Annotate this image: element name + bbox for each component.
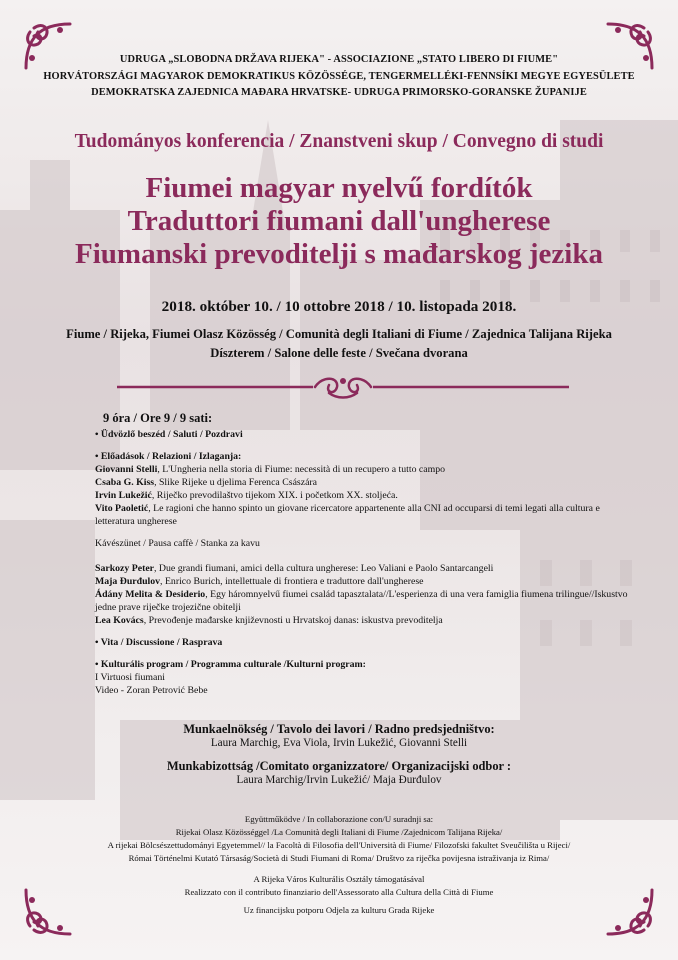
talk-title: , Slike Rijeke u djelima Ferenca Császára	[154, 477, 318, 488]
talk-item	[95, 575, 635, 588]
ornamental-divider-icon	[117, 373, 569, 401]
organizer-line: DEMOKRATSKA ZAJEDNICA MAĐARA HRVATSKE- UDRUGA PRIMORSKO-GORANSKE ŽUPANIJE	[91, 87, 587, 98]
start-time: 9 óra / Ore 9 / 9 sati:	[103, 411, 213, 425]
collaboration-partner: Rijekai Olasz Közösséggel /La Comunità degli Italiani di Fiume /Zajednicom Talijana Rijeka/	[175, 827, 503, 837]
event-title	[0, 172, 678, 271]
discussion-item: • Vita / Discussione / Rasprava	[95, 637, 223, 648]
coffee-break: Kávészünet / Pausa caffè / Stanka za kavu	[95, 538, 260, 549]
funding-line: A Rijeka Város Kulturális Osztály támogatásával	[253, 874, 425, 884]
talks-session-2	[95, 562, 635, 627]
footer	[0, 813, 678, 917]
venue-line: Fiume / Rijeka, Fiumei Olasz Közösség / Comunità degli Italiani di Fiume / Zajednica Talijana Rijeka	[66, 327, 612, 341]
collaboration-partner: A rijekai Bölcsészettudományi Egyetemmel// la Facoltà di Filosofia dell'Università di Fiume/ Filozofski fakultet Sveučilišta u Rijeci/	[107, 840, 571, 850]
talk-title: , Le ragioni che hanno spinto un giovane ricercatore appartenente alla CNI ad occuparsi di temi legati alla cultura e letteratura ungherese	[95, 503, 600, 527]
funding-line: Realizzato con il contributo finanziario dell'Assessorato alla Cultura della Città di Fiume	[184, 887, 494, 897]
speaker-name: Irvin Lukežić	[95, 490, 152, 501]
talk-item	[95, 614, 635, 627]
cultural-program-heading: • Kulturális program / Programma culturale /Kulturni program:	[95, 659, 366, 670]
speaker-name: Maja Đurđulov	[95, 576, 161, 587]
committee-names: Laura Marchig/Irvin Lukežić/ Maja Đurđulov	[236, 774, 442, 786]
talk-title: , Prevođenje mađarske književnosti u Hrvatskoj danas: iskustva prevoditelja	[143, 615, 443, 626]
cultural-item: I Virtuosi fiumani	[95, 672, 165, 683]
event-date: 2018. október 10. / 10 ottobre 2018 / 10. listopada 2018.	[161, 298, 517, 315]
talk-title: , Riječko prevodilaštvo tijekom XIX. i početkom XX. stoljeća.	[151, 490, 398, 501]
title-croatian: Fiumanski prevoditelji s mađarskog jezika	[75, 238, 603, 270]
organizer-line: UDRUGA „SLOBODNA DRŽAVA RIJEKA" - ASSOCIAZIONE „STATO LIBERO DI FIUME"	[119, 54, 559, 65]
presidency-names: Laura Marchig, Eva Viola, Irvin Lukežić, Giovanni Stelli	[210, 737, 468, 749]
cultural-item: Video - Zoran Petrović Bebe	[95, 685, 208, 696]
talk-item	[95, 588, 635, 614]
talk-item	[95, 489, 635, 502]
talk-item	[95, 562, 635, 575]
talk-title: , Egy háromnyelvű fiumei család tapasztalata//L'esperienza di una vera famiglia fiumena trilingue//Iskustvo jedne prave riječke trojezične obitelji	[95, 589, 628, 613]
talk-item	[95, 476, 635, 489]
collaboration-partner: Római Történelmi Kutató Társaság/Società di Studi Fiumani di Roma/ Društvo za riječka povijesna istraživanja iz Rima/	[128, 853, 550, 863]
talk-title: , Enrico Burich, intellettuale di frontiera e traduttore dall'ungherese	[160, 576, 424, 587]
talks-heading: • Előadások / Relazioni / Izlaganja:	[95, 451, 242, 462]
talk-title: , L'Ungheria nella storia di Fiume: necessità di un recupero a tutto campo	[157, 464, 446, 475]
speaker-name: Sarkozy Peter	[95, 563, 155, 574]
funding-line: Uz financijsku potporu Odjela za kulturu Grada Rijeke	[243, 905, 435, 915]
program	[95, 412, 635, 697]
venue-room: Díszterem / Salone delle feste / Svečana dvorana	[210, 345, 468, 360]
collaboration-heading: Együttműködve / In collaborazione con/U suradnji sa:	[244, 814, 434, 824]
presidency-heading: Munkaelnökség / Tavolo dei lavori / Radno predsjedništvo:	[183, 722, 495, 736]
speaker-name: Giovanni Stelli	[95, 464, 158, 475]
speaker-name: Ádány Melita & Desiderio	[95, 589, 206, 600]
talk-item	[95, 502, 635, 528]
organizers	[0, 52, 678, 102]
committee-heading: Munkabizottság /Comitato organizzatore/ Organizacijski odbor :	[166, 759, 512, 773]
speaker-name: Csaba G. Kiss	[95, 477, 155, 488]
speaker-name: Lea Kovács	[95, 615, 144, 626]
event-venue	[0, 325, 678, 362]
title-italian: Traduttori fiumani dall'ungherese	[127, 205, 551, 237]
talks-session-1	[95, 463, 635, 528]
event-type-subtitle: Tudományos konferencia / Znanstveni skup / Convegno di studi	[74, 131, 604, 152]
speaker-name: Vito Paoletić	[95, 503, 149, 514]
talk-item	[95, 463, 635, 476]
organizing-committee	[0, 759, 678, 786]
organizer-line: HORVÁTORSZÁGI MAGYAROK DEMOKRATIKUS KÖZÖSSÉGE, TENGERMELLÉKI-FENNSÍKI MEGYE EGYESÜLETE	[43, 70, 635, 82]
talk-title: , Due grandi fiumani, amici della cultura ungherese: Leo Valiani e Paolo Santarcangeli	[154, 563, 494, 574]
presidency	[0, 722, 678, 749]
title-hungarian: Fiumei magyar nyelvű fordítók	[145, 172, 533, 204]
welcome-item: • Üdvözlő beszéd / Saluti / Pozdravi	[95, 429, 243, 440]
